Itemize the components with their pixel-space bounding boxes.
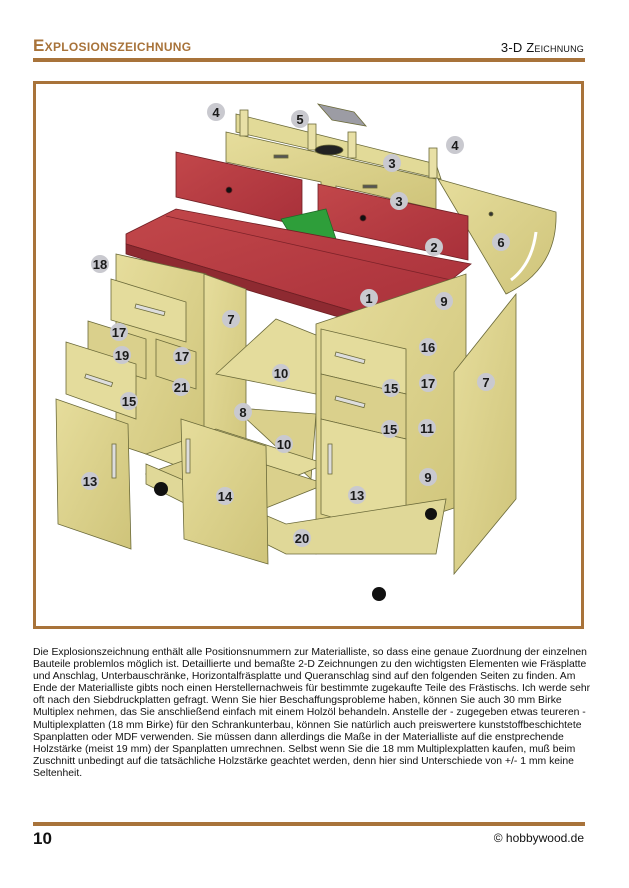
callout-10b	[275, 435, 293, 453]
callout-21	[172, 378, 190, 396]
callout-4	[207, 103, 225, 121]
svg-text:2: 2	[430, 240, 438, 255]
svg-text:13: 13	[349, 488, 365, 503]
svg-text:20: 20	[294, 531, 310, 546]
header-divider	[33, 58, 585, 62]
callout-20	[293, 529, 311, 547]
callout-17c	[419, 374, 437, 392]
callout-17b	[173, 347, 191, 365]
copyright-link[interactable]: © hobbywood.de	[493, 831, 584, 845]
svg-text:16: 16	[420, 340, 436, 355]
callout-15b	[120, 392, 138, 410]
callout-7	[222, 310, 240, 328]
svg-text:4: 4	[451, 138, 459, 153]
svg-text:5: 5	[296, 112, 304, 127]
exploded-drawing	[36, 84, 581, 626]
callout-3	[383, 154, 401, 172]
footer-divider	[33, 822, 585, 826]
page-number: 10	[33, 829, 52, 848]
callout-14	[216, 487, 234, 505]
section-title: 3-D Zeichnung	[500, 40, 584, 55]
callout-19	[113, 346, 131, 364]
svg-text:3: 3	[388, 156, 396, 171]
svg-text:13: 13	[82, 474, 98, 489]
svg-text:17: 17	[420, 376, 436, 391]
callout-15	[382, 379, 400, 397]
callout-4b	[446, 136, 464, 154]
callout-6	[492, 233, 510, 251]
page-title: Explosionszeichnung	[33, 36, 192, 55]
callout-13	[81, 472, 99, 490]
callout-2	[425, 238, 443, 256]
svg-text:6: 6	[497, 235, 505, 250]
callout-10	[272, 364, 290, 382]
svg-text:10: 10	[273, 366, 289, 381]
svg-text:10: 10	[276, 437, 292, 452]
callout-11	[418, 419, 436, 437]
svg-text:19: 19	[114, 348, 130, 363]
callout-5	[291, 110, 309, 128]
svg-text:7: 7	[227, 312, 235, 327]
callout-8	[234, 403, 252, 421]
svg-text:9: 9	[424, 470, 432, 485]
callout-17	[110, 323, 128, 341]
exploded-drawing-frame	[33, 81, 584, 629]
callout-15c	[381, 420, 399, 438]
svg-text:1: 1	[365, 291, 373, 306]
svg-text:7: 7	[482, 375, 490, 390]
svg-text:17: 17	[111, 325, 127, 340]
svg-text:8: 8	[239, 405, 247, 420]
callout-9b	[419, 468, 437, 486]
callout-3b	[390, 192, 408, 210]
svg-text:17: 17	[174, 349, 190, 364]
svg-text:4: 4	[212, 105, 220, 120]
callout-1	[360, 289, 378, 307]
svg-text:3: 3	[395, 194, 403, 209]
svg-text:21: 21	[173, 380, 189, 395]
svg-text:15: 15	[383, 381, 399, 396]
callout-18	[91, 255, 109, 273]
svg-text:14: 14	[217, 489, 233, 504]
callout-9	[435, 292, 453, 310]
svg-text:15: 15	[121, 394, 137, 409]
svg-text:18: 18	[92, 257, 108, 272]
svg-text:9: 9	[440, 294, 448, 309]
callout-13b	[348, 486, 366, 504]
svg-text:11: 11	[420, 421, 434, 436]
callout-16	[419, 338, 437, 356]
svg-text:15: 15	[382, 422, 398, 437]
callout-7b	[477, 373, 495, 391]
body-paragraph: Die Explosionszeichnung enthält alle Positionsnummern zur Materialliste, so dass eine genaue Zuordnung der einzelnen Bauteile problemlos möglich ist. Detaillierte und bemaßte 2-D Zeichnungen zu den wichtigsten Elementen wie Fräsplatte und Anschlag, Unterbauschränke, Horizontalfräsplatte und Queranschlag sind auf den folgenden Seiten zu finden. Am Ende der Materialliste gibts noch einen Herstellernachweis für bestimmte zugekaufte Teile des Frästischs. Ich werde sehr oft nach den Siebdruckplatten gefragt. Wenn Sie hier Beschaffungsprobleme haben, können Sie auch 30 mm Birke Multiplex nehmen, das Sie anschließend einfach mit einem Holzöl behandeln. Anstelle der - zugegeben etwas teureren - Multiplexplatten (18 mm Birke) für den Schrankunterbau, können Sie natürlich auch preiswertere kunststoffbeschichtete Spanplatten oder MDF verwenden. Sie müssen dann allerdings die Maße in der Materialliste auf die enstprechende Holzstärke (meist 19 mm) der Spanplatten umrechnen. Selbst wenn Sie die 18 mm Multiplexplatten kaufen, muß beim Zuschnitt unbedingt auf die tatsächliche Holzstärke geachtet werden, denn hier sind Unterschiede von +/- 1 mm keine Seltenheit.	[33, 647, 591, 779]
